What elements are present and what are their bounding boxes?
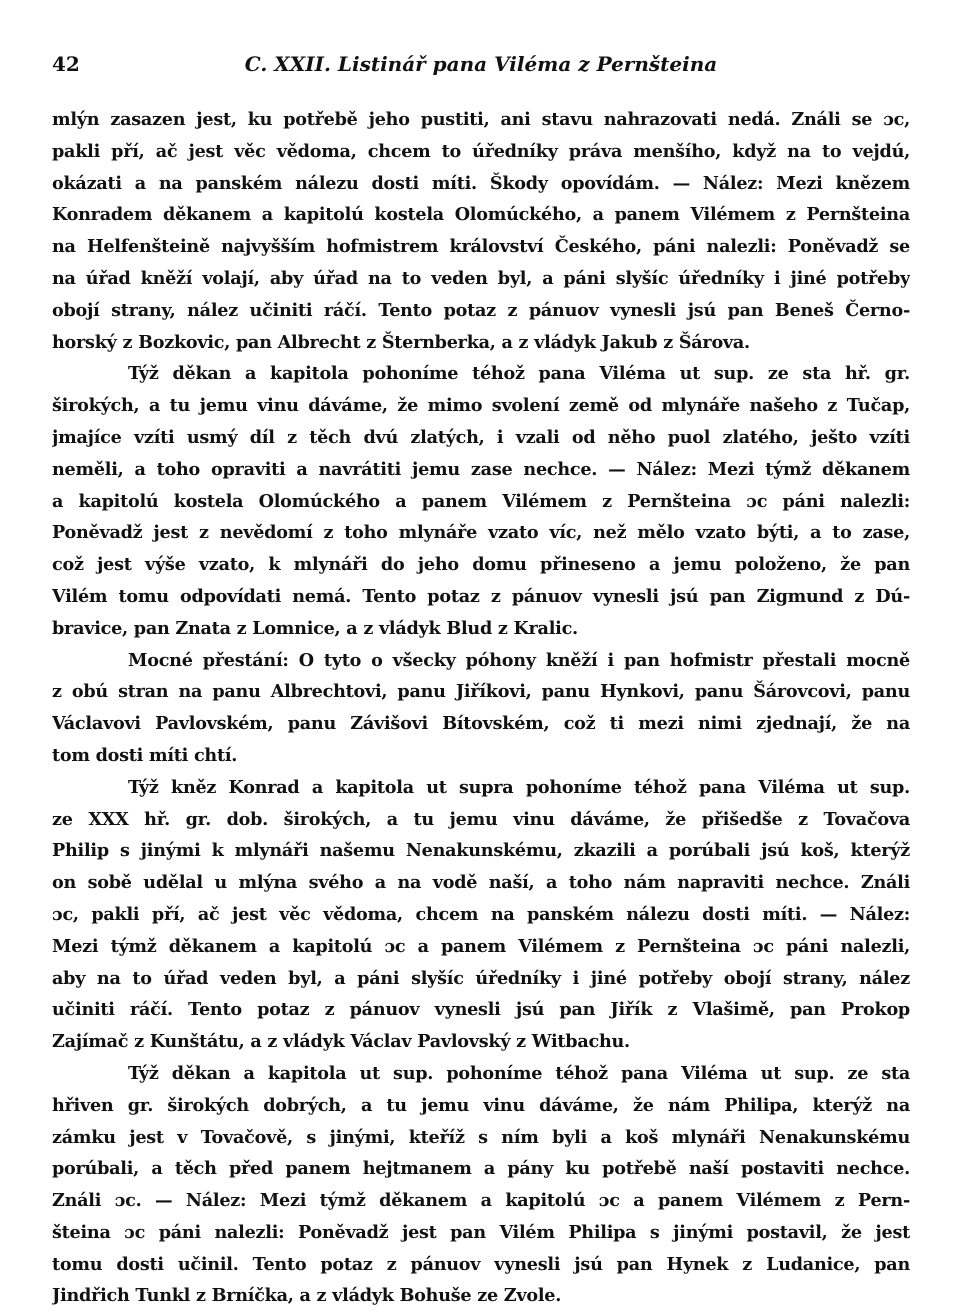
text-line: učiniti ráčí. Tento potaz z pánuov vynesli jsú pan Jiřík z Vlašimě, pan Prokop xyxy=(52,999,910,1021)
text-line: Václavovi Pavlovském, panu Závišovi Bítovském, což ti mezi nimi zjednají, že na xyxy=(52,713,910,735)
page-number: 42 xyxy=(52,52,80,76)
text-line: Poněvadž jest z nevědomí z toho mlynáře vzato víc, než mělo vzato býti, a to zase, xyxy=(52,522,910,544)
text-line: bravice, pan Znata z Lomnice, a z vládyk Blud z Kralic. xyxy=(52,617,578,639)
text-line: hřiven gr. širokých dobrých, a tu jemu vinu dáváme, že nám Philipa, kterýž na xyxy=(52,1094,910,1116)
text-line: mlýn zasazen jest, ku potřebě jeho pustiti, ani stavu nahrazovati nedá. Ználi se ɔc, xyxy=(52,109,910,130)
text-line: na Helfenšteině najvyšším hofmistrem království Českého, páni nalezli: Poněvadž se xyxy=(52,236,910,258)
text-line: Philip s jinými k mlynáři našemu Nenakunskému, zkazili a porúbali jsú koš, kterýž xyxy=(52,840,910,862)
text-line: Konradem děkanem a kapitolú kostela Olomúckého, a panem Vilémem z Pernšteina xyxy=(52,204,910,226)
text-line: širokých, a tu jemu vinu dáváme, že mimo svolení země od mlynáře našeho z Tučap, xyxy=(52,395,910,417)
page-header xyxy=(52,50,910,82)
text-line: šteina ɔc páni nalezli: Poněvadž jest pan Vilém Philipa s jinými postavil, že jest xyxy=(52,1221,910,1243)
text-line: okázati a na panském nálezu dosti míti. Škody opovídám. — Nález: Mezi knězem xyxy=(52,172,910,194)
text-line: porúbali, a těch před panem hejtmanem a pány ku potřebě naší postaviti nechce. xyxy=(52,1158,910,1180)
text-line: on sobě udělal u mlýna svého a na vodě naší, a toho nám napraviti nechce. Ználi xyxy=(52,872,910,894)
text-line: Jindřich Tunkl z Brníčka, a z vládyk Bohuše ze Zvole. xyxy=(52,1285,562,1307)
text-line: tomu dosti učinil. Tento potaz z pánuov vynesli jsú pan Hynek z Ludanice, pan xyxy=(52,1253,910,1275)
text-line: Ználi ɔc. — Nález: Mezi týmž děkanem a kapitolú ɔc a panem Vilémem z Pern- xyxy=(52,1190,910,1212)
paragraph-first-line: Mocné přestání: O tyto o všecky póhony kněží i pan hofmistr přestali mocně xyxy=(128,649,910,671)
text-line: a kapitolú kostela Olomúckého a panem Vilémem z Pernšteina ɔc páni nalezli: xyxy=(52,490,910,512)
text-line: z obú stran na panu Albrechtovi, panu Jiříkovi, panu Hynkovi, panu Šárovcovi, panu xyxy=(52,681,910,703)
text-line: horský z Bozkovic, pan Albrecht z Šternberka, a z vládyk Jakub z Šárova. xyxy=(52,331,750,353)
paragraph-first-line: Týž kněz Konrad a kapitola ut supra pohoníme téhož pana Viléma ut sup. xyxy=(128,776,910,798)
text-line: Vilém tomu odpovídati nemá. Tento potaz z pánuov vynesli jsú pan Zigmund z Dú- xyxy=(52,585,910,607)
text-line: pakli pří, ač jest věc vědoma, chcem to úředníky práva menšího, když na to vejdú, xyxy=(52,140,910,162)
paragraph-first-line: Týž děkan a kapitola pohoníme téhož pana Viléma ut sup. ze sta hř. gr. xyxy=(128,363,910,385)
text-line: tom dosti míti chtí. xyxy=(52,744,238,766)
text-line: aby na to úřad veden byl, a páni slyšíc úředníky i jiné potřeby obojí strany, nález xyxy=(52,967,910,989)
text-line: neměli, a toho opraviti a navrátiti jemu zase nechce. — Nález: Mezi týmž děkanem xyxy=(52,458,910,480)
text-line: jmajíce vzíti usmý díl z těch dvú zlatých, i vzali od něho puol zlatého, ješto vzíti xyxy=(52,426,910,448)
text-line: zámku jest v Tovačově, s jinými, kteříž s ním byli a koš mlynáři Nenakunskému xyxy=(52,1126,910,1148)
text-line: na úřad kněží volají, aby úřad na to veden byl, a páni slyšíc úředníky i jiné potřeby xyxy=(52,267,910,289)
text-line: Mezi týmž děkanem a kapitolú ɔc a panem Vilémem z Pernšteina ɔc páni nalezli, xyxy=(52,935,910,957)
text-line: ze XXX hř. gr. dob. širokých, a tu jemu vinu dáváme, že přišedše z Tovačova xyxy=(52,808,910,830)
text-line: ɔc, pakli pří, ač jest věc vědoma, chcem na panském nálezu dosti míti. — Nález: xyxy=(52,903,910,925)
body-text xyxy=(52,104,910,1312)
running-title: C. XXII. Listinář pana Viléma z Pernšteina xyxy=(244,52,718,76)
text-line: obojí strany, nález učiniti ráčí. Tento potaz z pánuov vynesli jsú pan Beneš Černo- xyxy=(52,299,910,321)
text-line: což jest výše vzato, k mlynáři do jeho domu přineseno a jemu položeno, že pan xyxy=(52,554,910,576)
text-line: Zajímač z Kunštátu, a z vládyk Václav Pavlovský z Witbachu. xyxy=(52,1031,630,1053)
paragraph-first-line: Týž děkan a kapitola ut sup. pohoníme téhož pana Viléma ut sup. ze sta xyxy=(128,1062,910,1084)
